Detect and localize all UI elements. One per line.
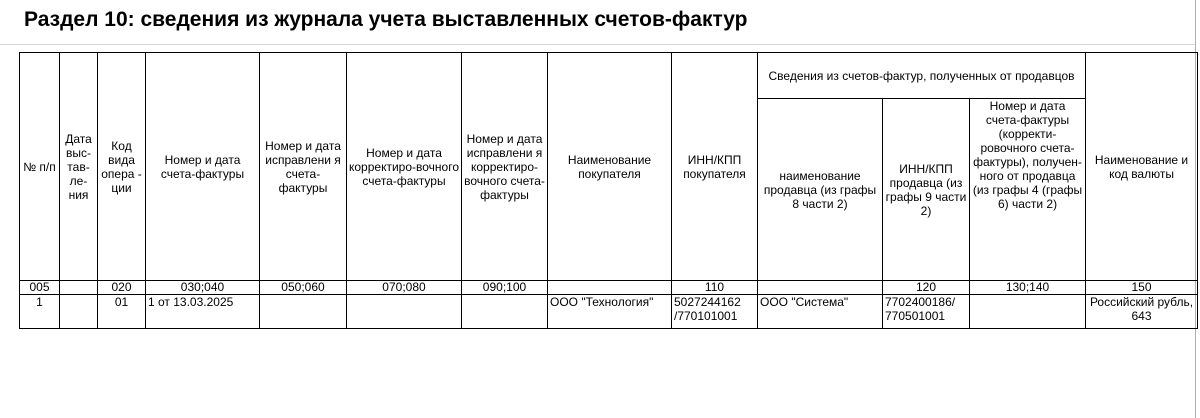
cell-correction	[260, 295, 347, 329]
header-seller-name: наименование продавца (из графы 8 части 2)	[758, 99, 883, 281]
invoice-journal-table	[19, 52, 1198, 329]
code-cell: 110	[672, 281, 758, 295]
header-corrective-invoice: Номер и дата корректиро-вочного счета-фактуры	[347, 53, 462, 281]
header-buyer-inn: ИНН/КПП покупателя	[672, 53, 758, 281]
code-cell: 070;080	[347, 281, 462, 295]
cell-seller-inn: 7702400186/ 770501001	[883, 295, 970, 329]
cell-corrective-fix	[462, 295, 548, 329]
header-seller-invoice: Номер и дата счета-фактуры (корректи-ровочного счета-фактуры), получен-ного от продавца (из графы 4 (графы 6) части 2)	[970, 99, 1086, 281]
code-cell: 005	[20, 281, 60, 295]
header-seller-group: Сведения из счетов-фактур, полученных от продавцов	[758, 53, 1086, 99]
cell-operation-code: 01	[98, 295, 146, 329]
cell-seller-name: ООО "Система"	[758, 295, 883, 329]
page-title: Раздел 10: сведения из журнала учета выставленных счетов-фактур	[24, 8, 748, 31]
header-buyer-name: Наименование покупателя	[548, 53, 672, 281]
code-cell	[548, 281, 672, 295]
cell-date	[60, 295, 98, 329]
cell-corrective-invoice	[347, 295, 462, 329]
code-cell: 120	[883, 281, 970, 295]
code-cell	[758, 281, 883, 295]
header-invoice: Номер и дата счета-фактуры	[146, 53, 260, 281]
code-cell: 050;060	[260, 281, 347, 295]
header-seller-inn: ИНН/КПП продавца (из графы 9 части 2)	[883, 99, 970, 281]
code-cell: 020	[98, 281, 146, 295]
code-cell: 130;140	[970, 281, 1086, 295]
code-cell: 090;100	[462, 281, 548, 295]
code-cell: 030;040	[146, 281, 260, 295]
header-correction: Номер и дата исправлени я счета-фактуры	[260, 53, 347, 281]
cell-buyer-name: ООО "Технология"	[548, 295, 672, 329]
cell-num: 1	[20, 295, 60, 329]
header-num: № п/п	[20, 53, 60, 281]
header-corrective-fix: Номер и дата исправлени я корректиро-вочного счета-фактуры	[462, 53, 548, 281]
column-codes-row	[20, 281, 1198, 295]
header-date: Дата выс-тав-ле-ния	[60, 53, 98, 281]
code-cell	[60, 281, 98, 295]
header-currency: Наименование и код валюты	[1086, 53, 1198, 281]
cell-currency: Российский рубль, 643	[1086, 295, 1198, 329]
code-cell: 150	[1086, 281, 1198, 295]
header-divider	[0, 44, 1196, 45]
table-header-row	[20, 53, 1198, 99]
cell-seller-invoice	[970, 295, 1086, 329]
header-operation-code: Код вида опера - ции	[98, 53, 146, 281]
cell-invoice: 1 от 13.03.2025	[146, 295, 260, 329]
cell-buyer-inn: 5027244162 /770101001	[672, 295, 758, 329]
table-row	[20, 295, 1198, 329]
